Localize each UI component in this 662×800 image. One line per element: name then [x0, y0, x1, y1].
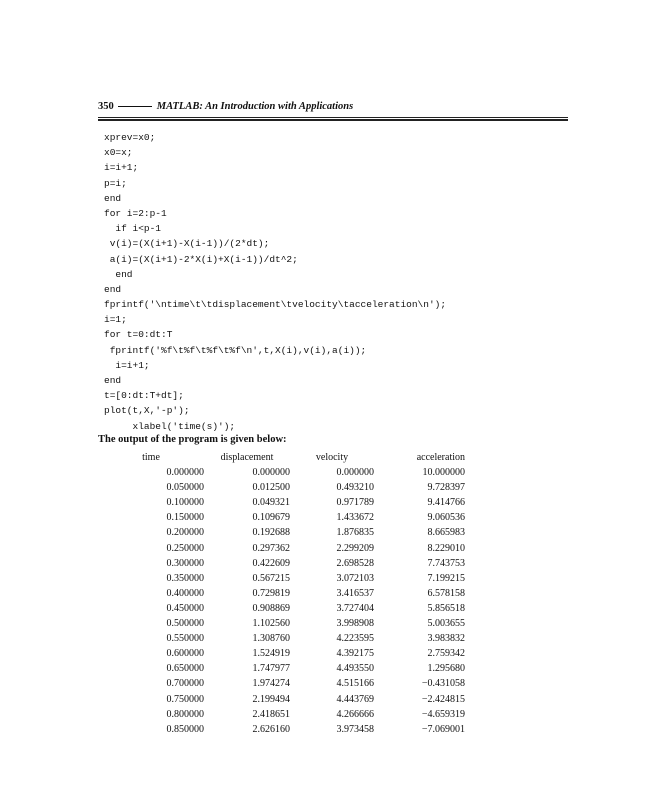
table-cell: 9.060536 [427, 512, 465, 524]
code-line: xlabel('time(s)'); [104, 420, 236, 432]
header-dash [118, 106, 152, 107]
table-cell: 0.850000 [166, 723, 204, 735]
output-table [98, 450, 465, 737]
table-row [98, 465, 465, 480]
table-cell: 1.747977 [252, 663, 290, 675]
table-row [98, 480, 465, 495]
table-cell: 3.983832 [427, 633, 465, 645]
col-header-velocity: velocity [315, 452, 349, 463]
table-cell: 0.422609 [252, 557, 290, 569]
table-cell: 0.300000 [166, 557, 204, 569]
table-row [98, 556, 465, 571]
table-row [98, 631, 465, 646]
table-cell: 0.250000 [166, 542, 204, 554]
table-cell: 1.524919 [252, 648, 290, 660]
table-cell: −4.659319 [421, 708, 465, 720]
table-cell: 2.698528 [336, 557, 374, 569]
code-line: end [104, 192, 122, 204]
table-header-row [98, 450, 465, 465]
table-cell: 2.418651 [252, 708, 290, 720]
code-line: p=i; [104, 177, 127, 189]
table-body [98, 465, 465, 737]
table-cell: 0.567215 [252, 572, 290, 584]
table-row [98, 601, 465, 616]
table-cell: 0.750000 [166, 693, 204, 705]
code-line: a(i)=(X(i+1)-2*X(i)+X(i-1))/dt^2; [104, 253, 298, 265]
code-line: if i<p-1 [104, 223, 162, 235]
table-row [98, 692, 465, 707]
table-cell: 0.192688 [252, 527, 290, 539]
table-cell: 8.665983 [427, 527, 465, 539]
table-cell: 1.295680 [427, 663, 465, 675]
code-line: x0=x; [104, 147, 133, 159]
table-cell: 0.000000 [336, 467, 374, 479]
table-cell: 0.150000 [166, 512, 204, 524]
col-header-acceleration: acceleration [416, 452, 465, 463]
table-cell: 0.800000 [166, 708, 204, 720]
code-line: i=i+1; [104, 359, 150, 371]
table-cell: 0.050000 [166, 482, 204, 494]
table-cell: 0.000000 [166, 467, 204, 479]
table-row [98, 541, 465, 556]
table-cell: 0.908869 [252, 602, 290, 614]
table-cell: −2.424815 [421, 693, 465, 705]
col-header-displacement: displacement [220, 452, 274, 463]
table-cell: 2.626160 [252, 723, 290, 735]
code-line: for t=0:dt:T [104, 329, 173, 341]
table-cell: 0.450000 [166, 602, 204, 614]
table-cell: 0.109679 [252, 512, 290, 524]
table-cell: 0.729819 [252, 587, 290, 599]
table-cell: 0.500000 [166, 618, 204, 630]
table-cell: 10.000000 [422, 467, 465, 479]
table-row [98, 616, 465, 631]
table-cell: −7.069001 [421, 723, 465, 735]
code-line: fprintf('\ntime\t\tdisplacement\tvelocity\tacceleration\n'); [104, 299, 447, 311]
code-line: end [104, 375, 122, 386]
code-line: plot(t,X,'-p'); [104, 405, 190, 417]
table-cell: 0.550000 [166, 633, 204, 645]
output-intro: The output of the program is given below: [98, 434, 287, 445]
table-cell: −0.431058 [421, 678, 465, 690]
table-cell: 7.199215 [427, 572, 465, 584]
table-cell: 0.600000 [166, 648, 204, 660]
table-cell: 0.350000 [166, 572, 204, 584]
table-cell: 0.493210 [336, 482, 374, 494]
table-cell: 1.876835 [336, 527, 374, 539]
code-line: i=1; [104, 314, 127, 326]
table-row [98, 525, 465, 540]
code-listing [104, 130, 564, 434]
table-row [98, 510, 465, 525]
table-cell: 0.012500 [252, 482, 290, 494]
table-cell: 0.400000 [166, 587, 204, 599]
table-cell: 3.416537 [336, 587, 374, 599]
table-row [98, 676, 465, 691]
table-cell: 2.199494 [252, 693, 290, 705]
table-cell: 1.433672 [336, 512, 374, 524]
table-cell: 9.728397 [427, 482, 465, 494]
table-cell: 5.003655 [427, 618, 465, 630]
table-cell: 4.266666 [336, 708, 374, 720]
code-line: end [104, 268, 133, 280]
table-cell: 6.578158 [427, 587, 465, 599]
table-cell: 0.100000 [166, 497, 204, 509]
table-cell: 0.297362 [252, 542, 290, 554]
table-cell: 1.102560 [252, 618, 290, 630]
table-cell: 0.200000 [166, 527, 204, 539]
code-line: v(i)=(X(i+1)-X(i-1))/(2*dt); [104, 238, 270, 250]
code-line: end [104, 283, 122, 295]
code-line: for i=2:p-1 [104, 207, 167, 219]
table-cell: 0.971789 [336, 497, 374, 509]
table-row [98, 571, 465, 586]
code-line: t=[0:dt:T+dt]; [104, 390, 184, 402]
table-cell: 0.000000 [252, 467, 290, 479]
table-cell: 0.049321 [252, 497, 290, 509]
table-cell: 1.974274 [252, 678, 290, 690]
table-cell: 4.392175 [336, 648, 374, 660]
table-cell: 1.308760 [252, 633, 290, 645]
code-line: i=i+1; [104, 162, 139, 174]
running-header [98, 101, 568, 112]
table-cell: 4.493550 [336, 663, 374, 675]
table-row [98, 661, 465, 676]
table-row [98, 646, 465, 661]
table-cell: 4.515166 [336, 678, 374, 690]
table-cell: 2.299209 [336, 542, 374, 554]
table-row [98, 495, 465, 510]
table-row [98, 586, 465, 601]
table-cell: 3.727404 [336, 602, 374, 614]
code-line: xprev=x0; [104, 132, 156, 143]
table-cell: 0.700000 [166, 678, 204, 690]
code-line: fprintf('%f\t%f\t%f\t%f\n',t,X(i),v(i),a(i)); [104, 344, 367, 356]
col-header-time: time [142, 452, 160, 463]
table-row [98, 707, 465, 722]
table-cell: 3.072103 [336, 572, 374, 584]
table-cell: 3.973458 [336, 723, 374, 735]
table-cell: 3.998908 [336, 618, 374, 630]
table-row [98, 722, 465, 737]
table-cell: 8.229010 [427, 542, 465, 554]
page-number: 350 [98, 101, 114, 112]
table-cell: 7.743753 [427, 557, 465, 569]
header-rule [98, 117, 568, 121]
table-cell: 2.759342 [427, 648, 465, 660]
table-cell: 4.223595 [336, 633, 374, 645]
table-cell: 9.414766 [427, 497, 465, 509]
book-title: MATLAB: An Introduction with Applications [156, 101, 354, 112]
table-cell: 5.856518 [427, 602, 465, 614]
table-cell: 4.443769 [336, 693, 374, 705]
table-cell: 0.650000 [166, 663, 204, 675]
